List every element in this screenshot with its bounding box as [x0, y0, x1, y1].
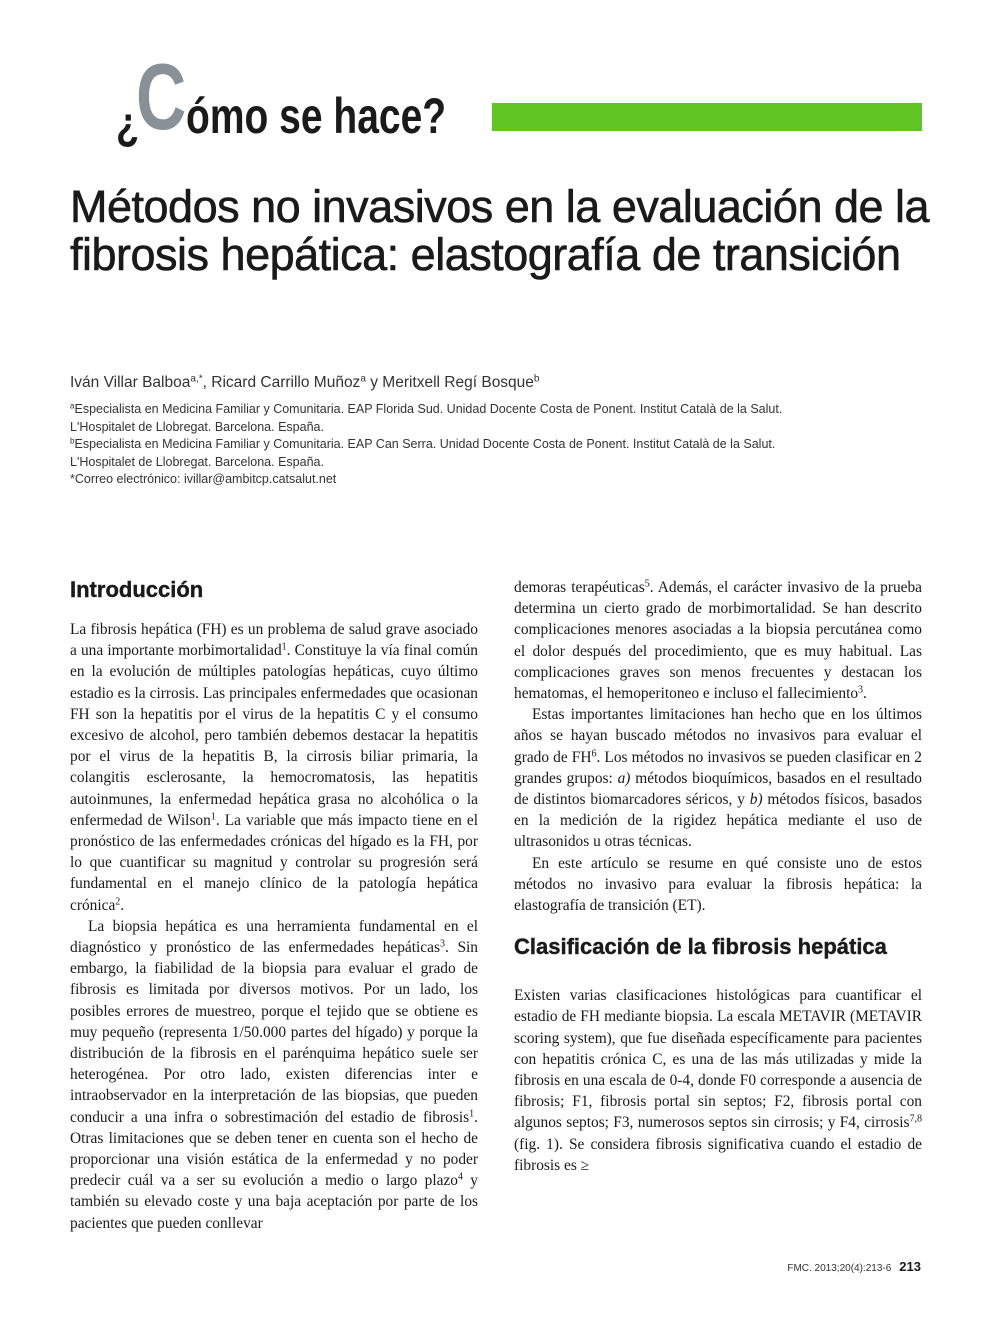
- affiliation-line: *Correo electrónico: ivillar@ambitcp.catsalut.net: [70, 472, 337, 487]
- affiliations: [70, 401, 930, 489]
- author-name: Ricard Carrillo Muñoz: [211, 374, 361, 391]
- affiliation-line: L'Hospitalet de Llobregat. Barcelona. España.: [70, 419, 324, 434]
- article-title: Métodos no invasivos en la evaluación de la fibrosis hepática: elastografía de transición: [70, 181, 930, 280]
- author-name: Meritxell Regí Bosque: [382, 374, 534, 391]
- page-footer: [787, 1259, 921, 1274]
- affiliation-line: $^b$Especialista en Medicina Familiar y Comunitaria. EAP Can Serra. Unidad Docente Costa de Ponent. Institut Català de la Salut.: [70, 436, 776, 452]
- page-number: 213: [899, 1259, 921, 1274]
- section-heading-clasificacion: Clasificación de la fibrosis hepática: [514, 934, 887, 960]
- paragraph: La fibrosis hepática (FH) es un problema de salud grave asociado a una importante morbimortalidad$^1$. Constituye la vía final común en la evolución de múltiples patologías hepáticas, cuyo último estadio es la cirrosis. Las principales enfermedades que ocasionan FH son la hepatitis por el virus de la hepatitis C y el consumo excesivo de alcohol, pero también debemos destacar la hepatitis por el virus de la hepatitis B, la cirrosis biliar primaria, la colangitis esclerosante, la hemocromatosis, las hepatitis autoinmunes, la enfermedad hepática grasa no alcohólica o la enfermedad de Wilson$^1$. La variable que más impacto tiene en el pronóstico de las enfermedades crónicas del hígado es la FH, por lo que cuantificar su magnitud y controlar su progresión será fundamental en el manejo clínico de la patología hepática crónica$^2$.: [70, 621, 478, 914]
- section-header-text: ómo se hace?: [186, 88, 447, 144]
- paragraph: Estas importantes limitaciones han hecho que en los últimos años se hayan buscado métodos no invasivos para evaluar el grado de $FH^6$. Los métodos no invasivos se pueden clasificar en 2 grandes grupos: a) métodos bioquímicos, basados en el resultado de distintos biomarcadores séricos, y b) métodos físicos, basados en la medición de la rigidez hepática mediante el uso de ultrasonidos u otras técnicas.: [514, 706, 922, 851]
- author-affiliation-mark: a: [360, 373, 366, 385]
- reference-superscript: 3: [439, 938, 445, 950]
- reference-superscript: 7,8: [909, 1113, 922, 1125]
- reference-superscript: 1: [281, 641, 287, 653]
- column-left: [70, 577, 478, 1234]
- section-header-initial: C: [136, 44, 187, 149]
- paragraph: La biopsia hepática es una herramienta fundamental en el diagnóstico y pronóstico de las enfermedades hepáticas$^3$. Sin embargo, la fiabilidad de la biopsia para evaluar el grado de fibrosis es limitada por diversos motivos. Por un lado, los posibles errores de muestreo, porque el tejido que se obtiene es muy pequeño (representa 1/50.000 partes del hígado) y porque la distribución de la fibrosis en el parénquima hepático suele ser heterogénea. Por otro lado, existen diferencias inter e intraobservador en la interpretación de las biopsias, que pueden conducir a una infra o sobrestimación del estadio de fibrosis$^1$. Otras limitaciones que se deben tener en cuenta son el hecho de proporcionar una visión estática de la enfermedad y no poder predecir cuál va a ser su evolución a medio o largo plazo$^4$ y también su elevado coste y una baja aceptación por parte de los pacientes que pueden conllevar: [70, 917, 479, 1232]
- affiliation-line: L'Hospitalet de Llobregat. Barcelona. España.: [70, 454, 324, 469]
- reference-superscript: 6: [591, 748, 597, 760]
- reference-superscript: 2: [115, 896, 121, 908]
- column-right: [514, 577, 922, 1176]
- header-accent-bar: [492, 103, 922, 131]
- reference-superscript: 3: [858, 684, 864, 696]
- author-affiliation-mark: a,*: [190, 373, 203, 385]
- section-heading-introduccion: Introducción: [70, 577, 204, 602]
- reference-superscript: 5: [644, 578, 650, 590]
- italic-text: b): [749, 791, 763, 809]
- paragraph: demoras terapéuticas$^5$. Además, el carácter invasivo de la prueba determina un cierto grado de morbimortalidad. Se han descrito complicaciones menores asociadas a la biopsia percutánea como el dolor después del procedimiento, que es muy habitual. Las complicaciones graves son menos frecuentes y destacan los hematomas, el hemoperitoneo e incluso el fallecimiento$^3$.: [514, 578, 922, 703]
- italic-text: a): [617, 769, 631, 787]
- author-list: Iván Villar Balboa$^{a,*}$, Ricard Carrillo Muñoz$^a$ y Meritxell Regí Bosque$^b$: [70, 373, 540, 391]
- journal-citation: FMC. 2013;20(4):213-6: [787, 1263, 892, 1274]
- author-affiliation-mark: b: [533, 373, 540, 385]
- affiliation-line: $^a$Especialista en Medicina Familiar y Comunitaria. EAP Florida Sud. Unidad Docente Costa de Ponent. Institut Català de la Salut.: [70, 401, 783, 416]
- paragraph: En este artículo se resume en qué consiste uno de estos métodos no invasivo para evaluar la fibrosis hepática: la elastografía de transición (ET).: [514, 854, 922, 915]
- section-header-question-mark: ¿: [116, 97, 140, 149]
- reference-superscript: 1: [469, 1108, 475, 1120]
- author-name: Iván Villar Balboa: [70, 374, 191, 391]
- reference-superscript: 1: [210, 811, 216, 823]
- reference-superscript: 4: [457, 1171, 463, 1183]
- paragraph: Existen varias clasificaciones histológicas para cuantificar el estadio de FH mediante biopsia. La escala METAVIR (METAVIR scoring system), que fue diseñada específicamente para pacientes con hepatitis crónica C, es una de las más utilizadas y mide la fibrosis en una escala de 0-4, donde F0 corresponde a ausencia de fibrosis; F1, fibrosis portal sin septos; F2, fibrosis portal con algunos septos; F3, numerosos septos sin cirrosis; y F4, cirrosis$^{7,8}$ (fig. 1). Se considera fibrosis significativa cuando el estadio de fibrosis es ≥: [514, 987, 922, 1174]
